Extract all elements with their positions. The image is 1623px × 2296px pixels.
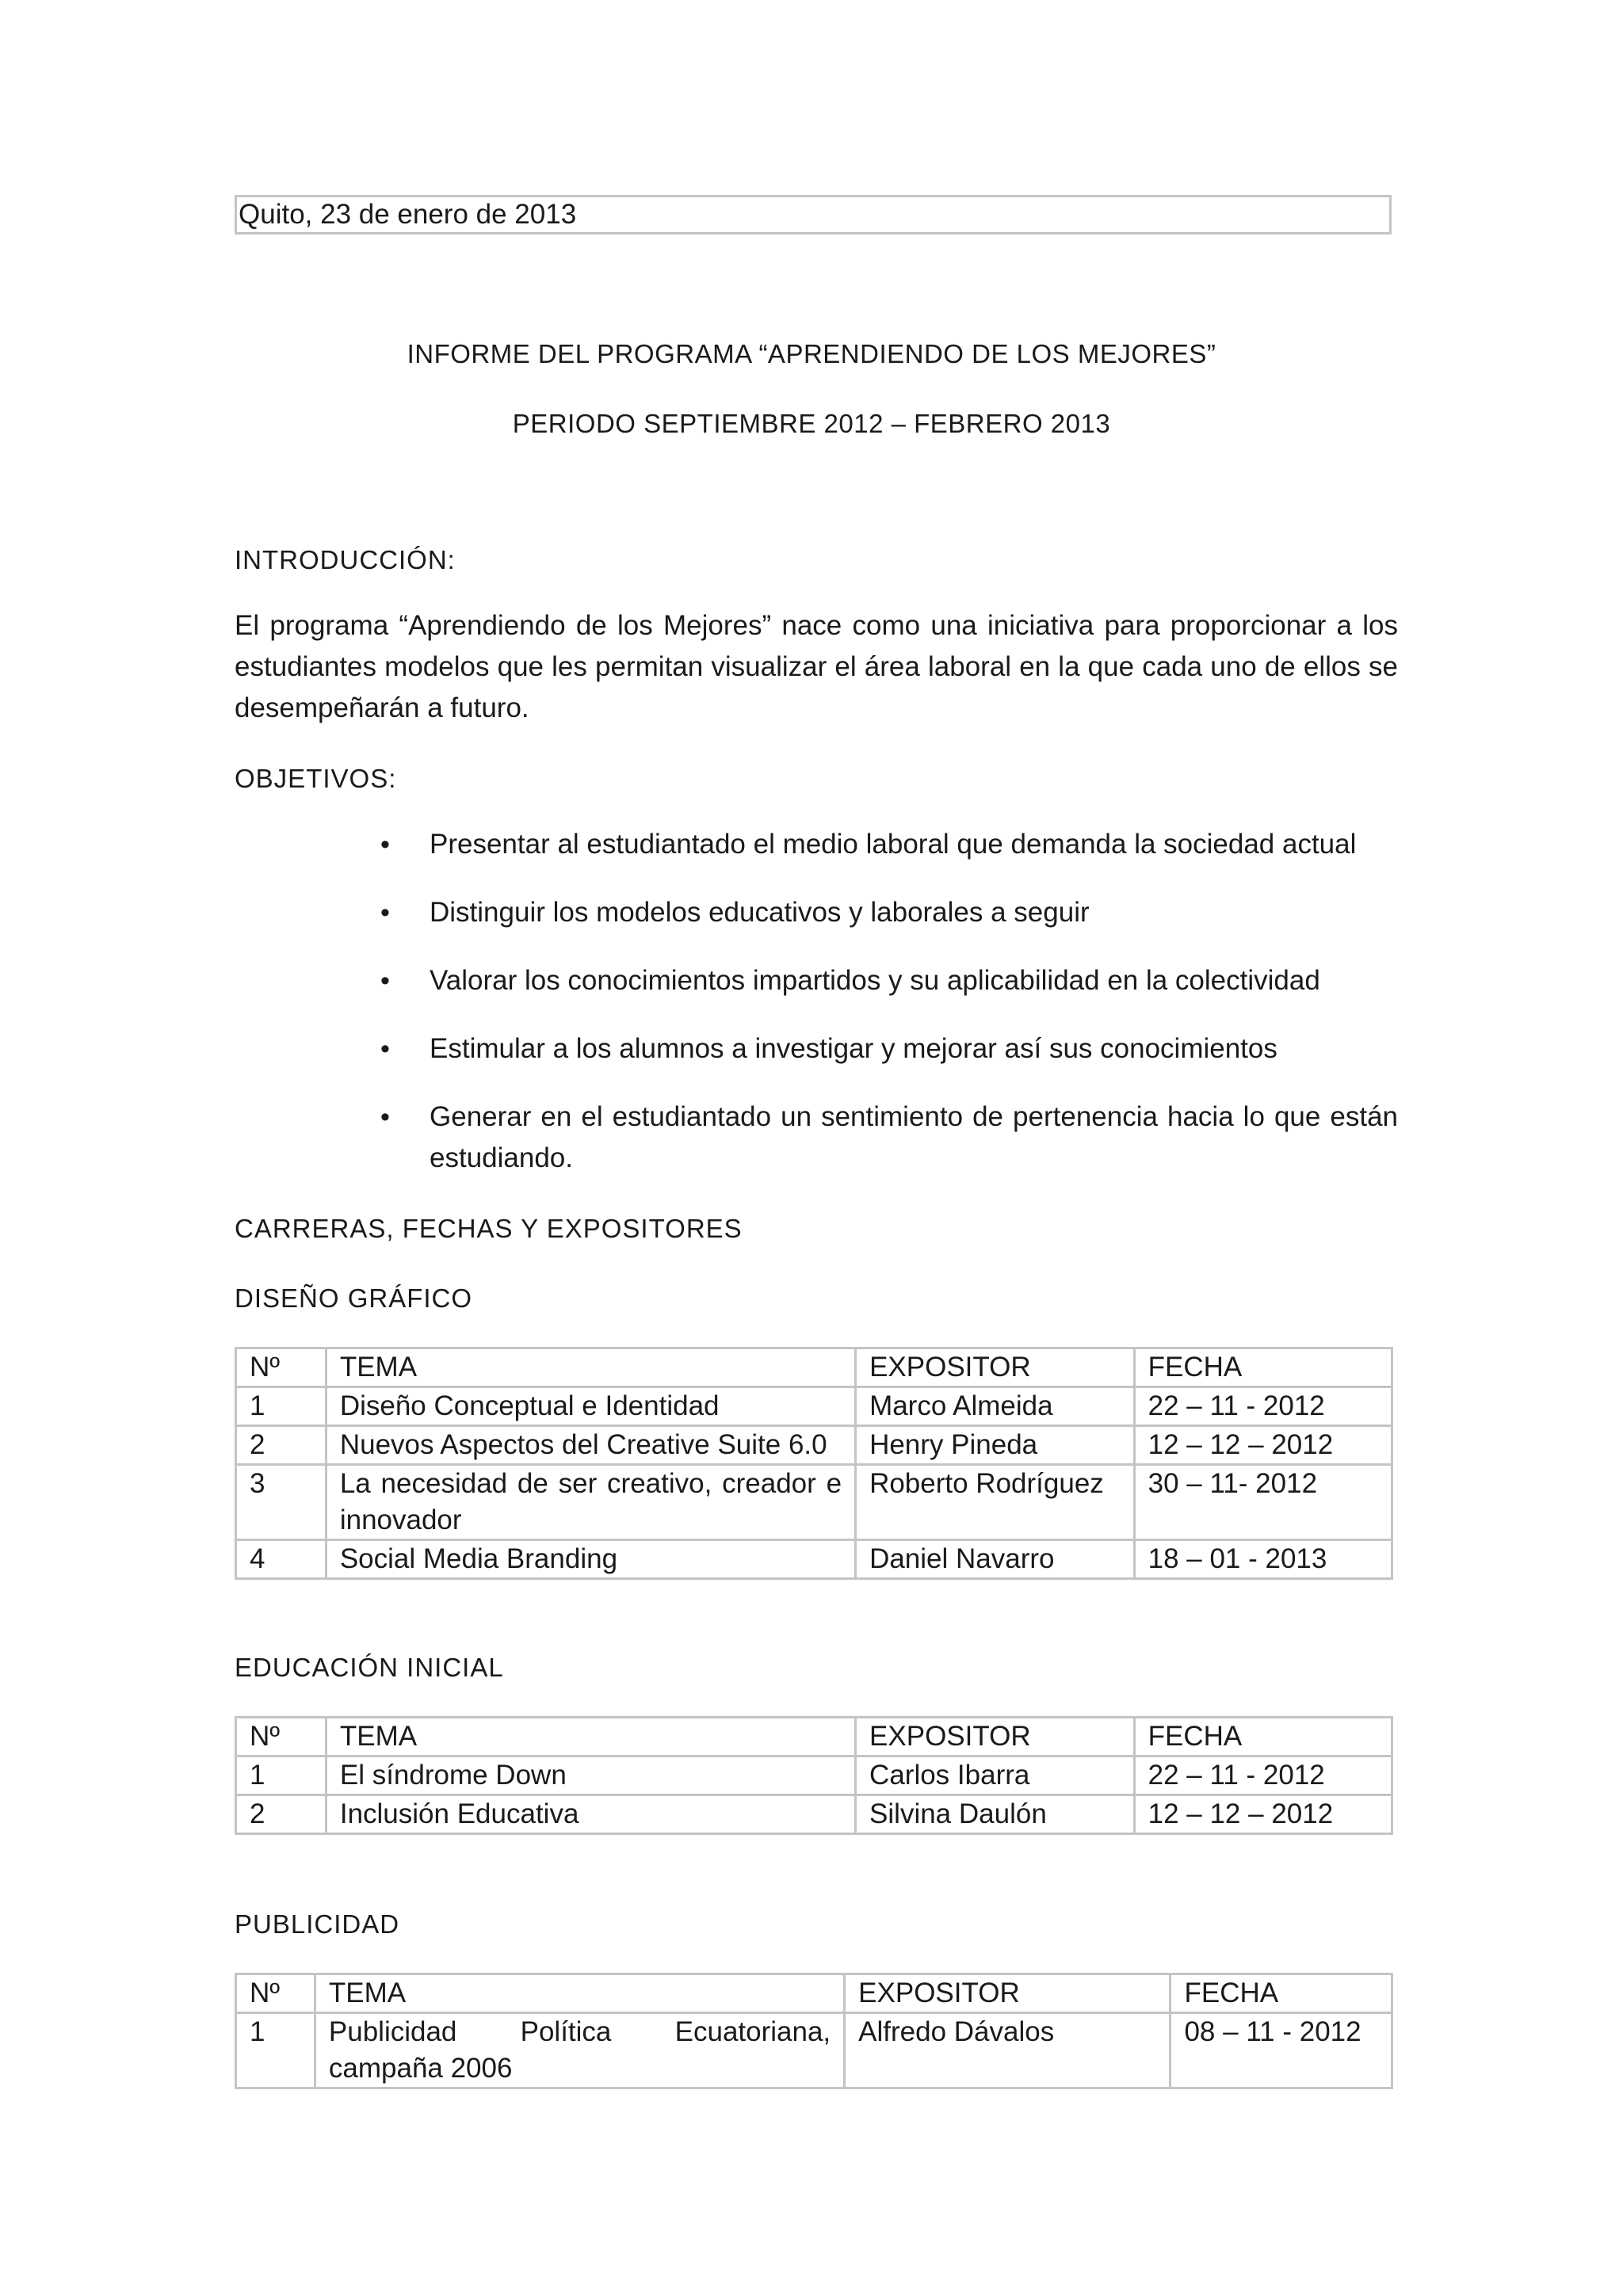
careers-heading: CARRERAS, FECHAS Y EXPOSITORES: [235, 1214, 743, 1243]
table-header-row: Nº TEMA EXPOSITOR FECHA: [236, 1974, 1392, 2013]
list-item: • Distinguir los modelos educativos y laborales a seguir: [380, 892, 1398, 933]
bullet-icon: •: [380, 1102, 390, 1132]
bullet-icon: •: [380, 966, 390, 996]
table-row: 1 Publicidad Política Ecuatoriana, campaña 2006 Alfredo Dávalos 08 – 11 - 2012: [236, 2013, 1392, 2088]
table-publicidad: [235, 1973, 1393, 2089]
section-heading-diseno-grafico: DISEÑO GRÁFICO: [235, 1283, 473, 1313]
list-item: • Generar en el estudiantado un sentimiento de pertenencia hacia lo que están estudiando.: [380, 1097, 1398, 1179]
section-heading-educacion-inicial: EDUCACIÓN INICIAL: [235, 1653, 504, 1682]
objectives-list: [380, 824, 1398, 1206]
bullet-icon: •: [380, 830, 390, 860]
bullet-icon: •: [380, 1034, 390, 1064]
report-period: PERIODO SEPTIEMBRE 2012 – FEBRERO 2013: [512, 409, 1111, 438]
list-item: • Estimular a los alumnos a investigar y mejorar así sus conocimientos: [380, 1028, 1398, 1070]
table-row: 2 Inclusión Educativa Silvina Daulón 12 – 12 – 2012: [236, 1795, 1392, 1834]
table-diseno-grafico: [235, 1347, 1393, 1580]
col-expositor-header: EXPOSITOR: [856, 1348, 1135, 1387]
table-header-row: Nº TEMA EXPOSITOR FECHA: [236, 1718, 1392, 1756]
intro-paragraph: El programa “Aprendiendo de los Mejores” nace como una iniciativa para proporcionar a los estudiantes modelos que les permitan visualizar el área laboral en la que cada uno de ellos se desempeñarán a futuro.: [235, 610, 1398, 723]
table-row: 1 El síndrome Down Carlos Ibarra 22 – 11 - 2012: [236, 1756, 1392, 1795]
table-row: 2 Nuevos Aspectos del Creative Suite 6.0 Henry Pineda 12 – 12 – 2012: [236, 1426, 1392, 1465]
list-item: • Presentar al estudiantado el medio laboral que demanda la sociedad actual: [380, 824, 1398, 865]
table-row: 3 La necesidad de ser creativo, creador e innovador Roberto Rodríguez 30 – 11- 2012: [236, 1465, 1392, 1540]
objectives-heading: OBJETIVOS:: [235, 764, 397, 793]
col-num-header: Nº: [236, 1348, 327, 1387]
col-fecha-header: FECHA: [1134, 1348, 1392, 1387]
table-header-row: [236, 1348, 1392, 1387]
table-row: 1 Diseño Conceptual e Identidad Marco Almeida 22 – 11 - 2012: [236, 1387, 1392, 1426]
list-item: • Valorar los conocimientos impartidos y su aplicabilidad en la colectividad: [380, 960, 1398, 1001]
table-educacion-inicial: [235, 1716, 1393, 1835]
date-line: Quito, 23 de enero de 2013: [235, 195, 1392, 235]
intro-heading: INTRODUCCIÓN:: [235, 545, 456, 574]
col-tema-header: TEMA: [326, 1348, 855, 1387]
report-title: INFORME DEL PROGRAMA “APRENDIENDO DE LOS MEJORES”: [407, 339, 1216, 368]
section-heading-publicidad: PUBLICIDAD: [235, 1909, 400, 1939]
table-row: 4 Social Media Branding Daniel Navarro 18 – 01 - 2013: [236, 1540, 1392, 1579]
bullet-icon: •: [380, 898, 390, 928]
